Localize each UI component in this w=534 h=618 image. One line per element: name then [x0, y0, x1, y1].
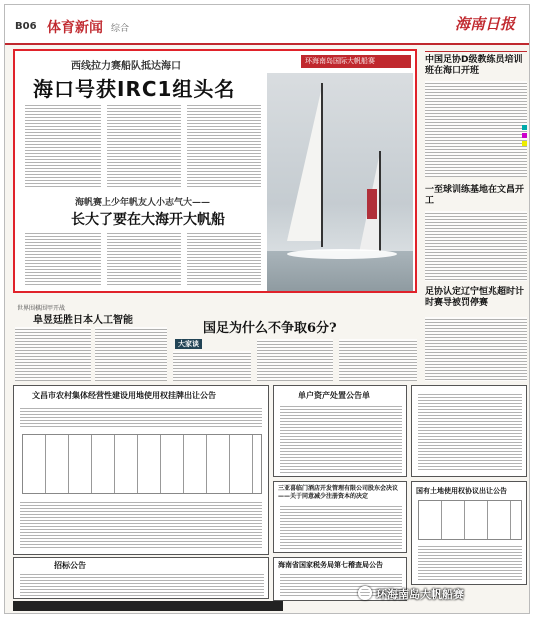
newspaper-page: [4, 4, 530, 614]
announcement-1-title: 文昌市农村集体经营性建设用地使用权挂牌出让公告: [32, 391, 216, 400]
announcement-1-text: [20, 406, 262, 428]
sailboat-photo: [267, 73, 413, 291]
bottom-ad-bar: [13, 601, 283, 611]
center-story-body-col1: [173, 351, 251, 381]
right-story-2-body: [425, 211, 527, 281]
announcement-box-side: [411, 385, 527, 477]
announcement-1-table: [22, 434, 262, 494]
announcement-3-text: [280, 504, 402, 550]
announcement-5-text: [20, 572, 264, 596]
registration-mark: [522, 125, 527, 130]
center-story-body-col2: [257, 339, 333, 381]
section-title: 体育新闻: [47, 20, 103, 36]
right-story-1-headline: 中国足协D级教练员培训班在海口开班: [425, 55, 523, 76]
sail-logo-shape: [367, 189, 377, 219]
left-story-body-col2: [95, 327, 167, 381]
feature-headline: 海口号获IRC1组头名: [33, 77, 236, 101]
feature-story: [13, 49, 417, 293]
announcement-2-text: [280, 404, 402, 474]
feature2-body-col1: [25, 231, 101, 287]
announcement-side-text: [418, 392, 522, 472]
watermark-text: 环海南岛大帆船赛: [376, 588, 464, 601]
sail-shape: [287, 91, 321, 241]
announcement-box-4: [411, 481, 527, 585]
feature2-body-col2: [107, 231, 181, 287]
feature-headline-2: 长大了要在大海开大帆船: [71, 212, 225, 228]
feature-body-col2: [107, 103, 181, 189]
subsection-title: 综合: [111, 24, 130, 34]
right-story-2-headline: 一至球训练基地在文昌开工: [425, 185, 525, 206]
left-story-kicker: 世界围棋围甲开战: [17, 305, 66, 312]
feature-badge: 环海南岛国际大帆船赛: [301, 55, 411, 68]
feature-kicker: 西线拉力赛船队抵达海口: [71, 61, 181, 72]
registration-mark: [522, 133, 527, 138]
wake-shape: [287, 249, 397, 259]
left-story-headline: 阜昱廷胜日本人工智能: [33, 315, 133, 326]
feature-kicker-2: 海帆赛上少年帆友人小志气大——: [75, 198, 211, 208]
feature-body-col1: [25, 103, 101, 189]
page-number: B06: [15, 21, 37, 32]
masthead: [5, 5, 530, 45]
right-story-3-body: [425, 317, 527, 381]
newspaper-logo: 海南日报: [455, 15, 516, 33]
center-story-headline: 国足为什么不争取6分?: [203, 321, 337, 336]
mast-shape-2: [379, 151, 381, 257]
announcement-box-5: [13, 557, 269, 599]
announcement-4-title: 国有土地使用权协议出让公告: [416, 487, 507, 495]
announcement-box-3: [273, 481, 407, 553]
announcement-6-title: 海南省国家税务局第七稽查局公告: [278, 561, 383, 569]
left-story-body-col1: [15, 327, 91, 381]
announcement-4-text: [418, 544, 522, 582]
right-story-3-headline: 足协认定辽宁恒兆超时计时赛导被罚停赛: [425, 287, 525, 308]
announcement-5-title: 招标公告: [54, 561, 86, 570]
right-column-rule: [425, 51, 527, 52]
center-story-body-col3: [339, 339, 417, 381]
announcement-2-title: 单户资产处置公告单: [298, 391, 370, 400]
feature-body-col3: [187, 103, 261, 189]
announcement-box-1: [13, 385, 269, 555]
announcement-4-table: [418, 500, 522, 540]
mast-shape: [321, 83, 323, 247]
announcement-box-2: [273, 385, 407, 477]
announcement-3-title: 三亚喜临门酒店开发管理有限公司股东会决议——关于同意减少注册资本的决定: [278, 485, 399, 500]
feature2-body-col3: [187, 231, 261, 287]
watermark-logo-icon: [358, 586, 372, 600]
announcement-1-notes: [20, 500, 262, 550]
right-story-1-body: [425, 81, 527, 177]
center-story-tag: 大家谈: [175, 339, 202, 349]
registration-mark: [522, 141, 527, 146]
